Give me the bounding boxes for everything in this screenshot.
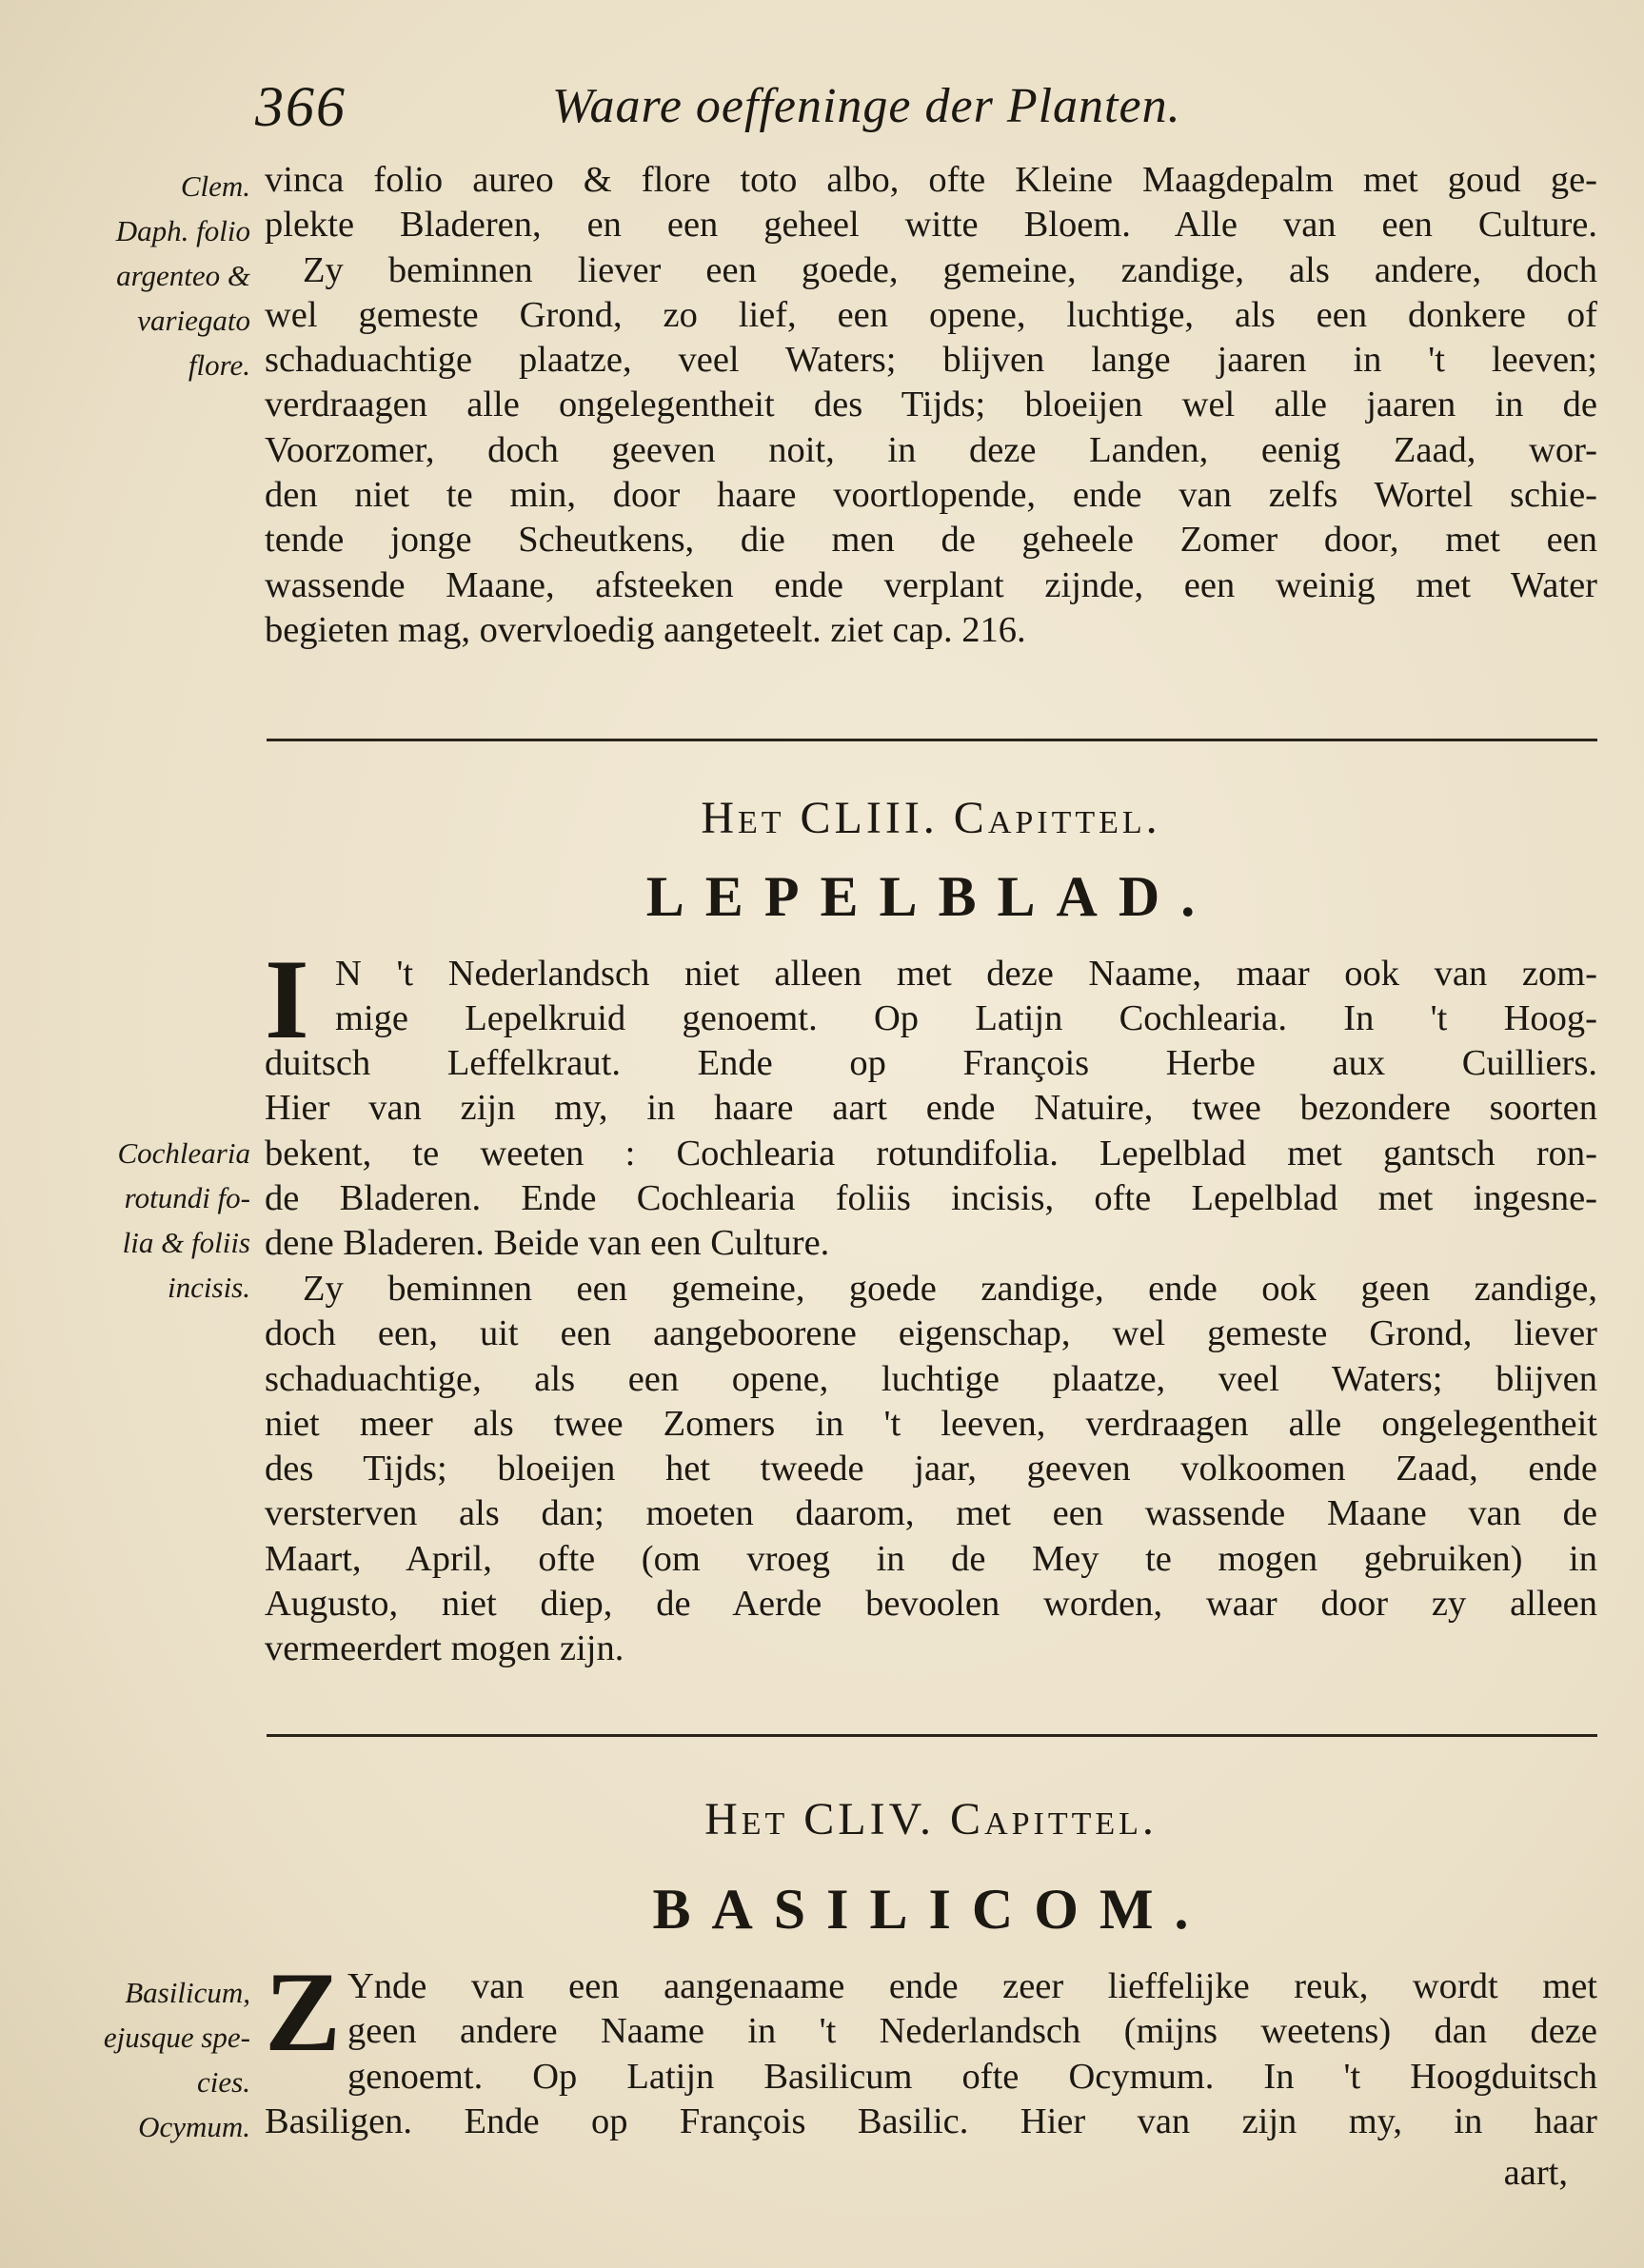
text-line: Augusto, niet diep, de Aerde bevoolen worden, waar door zy alleen bbox=[265, 1584, 1597, 1625]
page-number: 366 bbox=[255, 75, 347, 138]
chapter-154-heading: Het CLIV. Capittel. bbox=[704, 1794, 1158, 1844]
chapter-153-paragraph-2 bbox=[265, 1267, 1597, 1672]
text-line: Maart, April, ofte (om vroeg in de Mey te mogen gebruiken) in bbox=[265, 1538, 1597, 1579]
text-line: wel gemeste Grond, zo lief, een opene, luchtige, als een donkere of bbox=[265, 294, 1597, 335]
text-line: schaduachtige plaatze, veel Waters; blijven lange jaaren in 't leeven; bbox=[265, 340, 1597, 381]
text-line: geen andere Naame in 't Nederlandsch (mijns weetens) dan deze bbox=[347, 2011, 1597, 2052]
text-line: vinca folio aureo & flore toto albo, ofte Kleine Maagdepalm met goud ge- bbox=[265, 160, 1597, 200]
text-line: Zy beminnen liever een goede, gemeine, zandige, als andere, doch bbox=[303, 249, 1597, 290]
text-line: duitsch Leffelkraut. Ende op François Herbe aux Cuilliers. bbox=[265, 1043, 1597, 1083]
text-line: doch een, uit een aangeboorene eigenschap, wel gemeste Grond, liever bbox=[265, 1313, 1597, 1354]
text-line: schaduachtige, als een opene, luchtige plaatze, veel Waters; blijven bbox=[265, 1358, 1597, 1399]
margin-note-line: rotundi fo- bbox=[124, 1181, 250, 1214]
text-line: bekent, te weeten : Cochlearia rotundifolia. Lepelblad met gantsch ron- bbox=[265, 1133, 1597, 1173]
margin-note-clematis bbox=[65, 164, 250, 387]
running-title: Waare oeffeninge der Planten. bbox=[552, 79, 1181, 133]
chapter-154-body bbox=[265, 2100, 1597, 2144]
section-rule bbox=[267, 739, 1597, 741]
margin-note-line: Clem. bbox=[180, 169, 250, 203]
margin-note-line: Cochlearia bbox=[117, 1136, 250, 1170]
chapter-154-intro bbox=[347, 1964, 1597, 2100]
text-line: den niet te min, door haare voortlopende, ende van zelfs Wortel schie- bbox=[265, 475, 1597, 516]
chapter-153-title: LEPELBLAD. bbox=[645, 865, 1217, 928]
margin-note-cochlearia bbox=[65, 1131, 250, 1310]
chapter-153-body bbox=[265, 1041, 1597, 1266]
text-line: de Bladeren. Ende Cochlearia foliis incisis, ofte Lepelblad met ingesne- bbox=[265, 1177, 1597, 1218]
text-line: wassende Maane, afsteeken ende verplant zijnde, een weinig met Water bbox=[265, 564, 1597, 605]
text-line: versterven als dan; moeten daarom, met een wassende Maane van de bbox=[265, 1493, 1597, 1534]
text-line: des Tijds; bloeijen het tweede jaar, geeven volkoomen Zaad, ende bbox=[265, 1449, 1597, 1489]
chapter-154-title: BASILICOM. bbox=[652, 1878, 1210, 1941]
text-line: verdraagen alle ongelegentheit des Tijds; bloeijen wel alle jaaren in de bbox=[265, 385, 1597, 425]
text-line: dene Bladeren. Beide van een Culture. bbox=[265, 1223, 830, 1264]
margin-note-line: argenteo & bbox=[116, 259, 250, 292]
page-header bbox=[255, 74, 1580, 141]
text-line: niet meer als twee Zomers in 't leeven, verdraagen alle ongelegentheit bbox=[265, 1403, 1597, 1444]
text-line: begieten mag, overvloedig aangeteelt. ziet cap. 216. bbox=[265, 609, 1026, 650]
text-line: vermeerdert mogen zijn. bbox=[265, 1628, 624, 1669]
text-line: Zy beminnen een gemeine, goede zandige, ende ook geen zandige, bbox=[303, 1269, 1597, 1309]
text-line: N 't Nederlandsch niet alleen met deze Naame, maar ook van zom- bbox=[335, 954, 1597, 994]
catchword: aart, bbox=[1503, 2153, 1568, 2193]
section-top-text bbox=[265, 158, 1597, 653]
margin-note-line: incisis. bbox=[168, 1271, 250, 1304]
text-line: Hier van zijn my, in haare aart ende Natuire, twee bezondere soorten bbox=[265, 1088, 1597, 1129]
chapter-153-heading: Het CLIII. Capittel. bbox=[701, 793, 1161, 843]
margin-note-line: Basilicum, bbox=[125, 1976, 250, 2009]
text-line: mige Lepelkruid genoemt. Op Latijn Cochlearia. In 't Hoog- bbox=[335, 998, 1597, 1039]
margin-note-line: Daph. folio bbox=[115, 214, 250, 247]
section-rule bbox=[267, 1734, 1597, 1737]
margin-note-line: lia & foliis bbox=[122, 1226, 250, 1259]
text-line: Basiligen. Ende op François Basilic. Hier van zijn my, in haar bbox=[265, 2101, 1597, 2141]
text-line: plekte Bladeren, en een geheel witte Bloem. Alle van een Culture. bbox=[265, 205, 1597, 246]
chapter-153-intro bbox=[335, 952, 1597, 1042]
text-line: Ynde van een aangenaame ende zeer lieffelijke reuk, wordt met bbox=[347, 1966, 1597, 2006]
text-line: tende jonge Scheutkens, die men de geheele Zomer door, met een bbox=[265, 520, 1597, 561]
margin-note-line: ejusque spe- bbox=[103, 2021, 250, 2054]
margin-note-line: cies. bbox=[197, 2065, 250, 2099]
text-line: Voorzomer, doch geeven noit, in deze Landen, eenig Zaad, wor- bbox=[265, 429, 1597, 470]
margin-note-line: flore. bbox=[188, 348, 250, 382]
margin-note-basilicum bbox=[65, 1970, 250, 2149]
text-line: genoemt. Op Latijn Basilicum ofte Ocymum. In 't Hoogduitsch bbox=[347, 2056, 1597, 2097]
margin-note-line: Ocymum. bbox=[138, 2110, 250, 2143]
chapter-154-dropcap: Z bbox=[265, 1948, 342, 2075]
margin-note-line: variegato bbox=[137, 304, 250, 337]
chapter-153-dropcap: I bbox=[265, 936, 309, 1062]
